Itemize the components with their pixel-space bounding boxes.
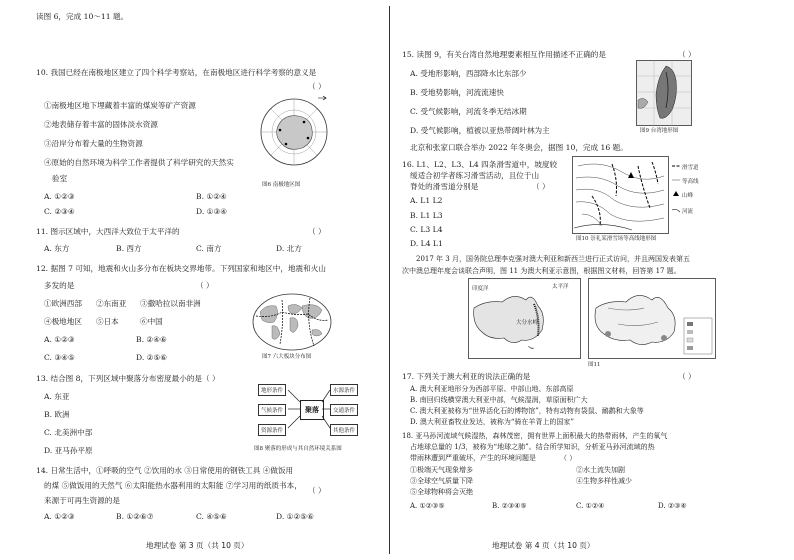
q17-option-c: C. 澳大利亚被称为“世界活化石的博物馆”，特有动物有袋鼠、鸸鹋和大象等 [410,407,644,415]
q18-item: ④生物多样性减少 [576,477,632,485]
q16-line: 缓适合初学者练习滑雪活动，且位于山 [410,171,540,180]
legend-label: 山峰 [682,193,694,199]
q13-option-c: C. 北美洲中部 [44,428,93,437]
q11-option-d: D. 北方 [276,244,302,253]
q10-item: ③沿岸分布着大量的生物资源 [44,139,143,148]
intro-q17-cont: 次中澳总理年度会谈联合声明，图 11 为澳大利亚示意图，根据图文材料，回答第 17 题。 [402,267,681,275]
intro-q17: 2017 年 3 月，国务院总理李克强对澳大利亚和新西兰进行正式访问，并且两国发表第五 [416,255,690,263]
q15-paren: （ ） [678,50,696,59]
page-divider [389,6,390,554]
q14-option-c: C. ④⑤⑥ [196,512,227,521]
intro-text: 读图 6，完成 10～11 题。 [36,12,129,21]
q10-item: ④原始的自然环境为科学工作者提供了科学研究的天然实 [44,158,234,167]
q17-paren: （ ） [678,372,696,381]
q15-option-a: A. 受地形影响，西部降水比东部少 [410,69,527,78]
q14-option-a: A. ①②③ [44,512,75,521]
q18-paren: （ ） [560,454,577,462]
taiwan-figure [636,60,692,134]
q12-item: ②东南亚 [96,299,127,308]
q15-option-d: D. 受气候影响，植被以亚热带阔叶林为主 [410,126,550,135]
figure-7-caption: 图7 六大板块分布图 [262,354,312,360]
q17-option-d: D. 澳大利亚畜牧业发达，被称为“骑在羊背上的国家” [410,418,574,426]
map-label-divide: 大分水岭 [516,320,539,326]
taiwan-map-image [636,60,692,126]
q12-item: ①欧洲西部 [44,299,82,308]
q11-paren: （ ） [308,227,326,236]
q10-option-c: C. ②③④ [44,207,75,216]
q12-option-d: D. ②⑤⑥ [136,353,168,362]
q12-stem: 12. 据图 7 可知，地震和火山多分布在板块交界地带。下列国家和地区中，地震和火山 [36,264,326,273]
map-label-indian-ocean: 印度洋 [472,286,489,292]
q14-line: 的煤 ⑤做饭用的天然气 ⑥太阳能热水器利用的太阳能 ⑦学习用的纸质书本， [44,481,302,490]
legend-label: 等高线 [682,179,699,185]
q18-line: 占地球总量的 1/3，被称为“地球之肺”。结合所学知识，分析亚马孙河流域的热 [410,443,655,451]
legend-label: 滑雪道 [682,165,699,171]
q10-option-b: B. ①②④ [196,192,227,201]
q12-option-c: C. ③④⑤ [44,353,75,362]
q11-option-a: A. 东方 [44,244,70,253]
q15-stem: 15. 读图 9，有关台湾自然地理要素相互作用描述不正确的是 [402,50,606,59]
q16-paren: （ ） [532,182,550,191]
q15-option-c: C. 受气候影响，河流冬季无结冰期 [410,107,527,116]
q18-line: 带雨林遭到严重破坏，产生的环境问题是 [410,454,536,462]
q16-option-a: A. L1 L2 [410,196,443,205]
q14-line: 14. 日常生活中，①呼吸的空气 ②饮用的水 ③日常使用的钢铁工具 ④做饭用 [36,466,294,475]
factor-box: 资源条件 [258,424,286,436]
q11-option-c: C. 南方 [196,244,222,253]
antarctica-map-image [256,90,332,180]
q12-stem-cont: 多发的是 [44,281,75,290]
settlement-arrows [256,380,366,440]
q18-item: ①极端天气现象增多 [410,466,473,474]
q12-item: ④极地地区 [44,317,82,326]
q13-option-d: D. 亚马孙平原 [44,446,93,455]
q10-item: ①南极地区地下埋藏着丰富的煤炭等矿产资源 [44,101,196,110]
figure-9-caption: 图9 台湾地形图 [640,128,679,134]
legend-label: 河流 [682,209,694,215]
factor-box: 其他条件 [330,424,358,436]
intro-q16: 北京和张家口联合举办 2022 年冬奥会，据图 10，完成 16 题。 [410,143,628,152]
figure-8-caption: 图8 聚落的形成与其自然环境关系图 [254,446,342,452]
q18-option-d: D. ②③④ [658,502,687,510]
australia-figure [468,278,716,368]
page-3-footer: 地理试卷 第 3 页（共 10 页） [146,541,249,550]
settlement-diagram [256,380,366,456]
q13-stem: 13. 结合图 8，下列区域中聚落分布密度最小的是（ ） [36,374,220,383]
page-3 [0,0,384,560]
q18-item: ③全球空气质量下降 [410,477,473,485]
q16-line: 16. L1、L2、L3、L4 四条滑雪道中，坡度较 [402,160,558,169]
page-4 [396,0,794,560]
q18-option-a: A. ①②③⑤ [410,502,445,510]
settlement-center-box: 聚落 [300,400,324,420]
q14-line: 来源于可再生资源的是 [44,496,120,505]
q10-option-a: A. ①②③ [44,192,75,201]
factor-box: 水源条件 [330,384,358,396]
q13-option-a: A. 东亚 [44,392,70,401]
q12-item: ⑥中国 [140,317,163,326]
q16-option-d: D. L4 L1 [410,239,443,248]
q14-option-b: B. ①②⑥⑦ [116,512,154,521]
plates-figure [252,292,332,360]
q14-paren: （ ） [308,486,326,495]
q13-option-b: B. 欧洲 [44,410,70,419]
q12-item: ⑤日本 [96,317,119,326]
q12-option-b: B. ②④⑥ [136,335,167,344]
figure-6-caption: 图6 南极地区图 [262,182,301,188]
ski-contour-figure [572,156,699,242]
contour-map-image [572,156,696,234]
q17-option-a: A. 澳大利亚地形分为西部平原、中部山地、东部高原 [410,385,574,393]
q18-item: ②水土流失加剧 [576,466,625,474]
q14-option-d: D. ①②⑤⑥ [276,512,314,521]
q10-item: 验室 [52,174,68,183]
q16-line: 脊处的滑雪道分别是 [410,182,479,191]
page-4-footer: 地理试卷 第 4 页（共 10 页） [492,541,595,550]
antarctica-figure [256,90,332,188]
q18-item: ⑤全球物种将会灭绝 [410,488,473,496]
world-plates-map-image [252,292,332,352]
factor-box: 气候条件 [258,404,286,416]
map-label-pacific: 太平洋 [552,284,569,290]
q17-option-b: B. 南回归线横穿澳大利亚中部，气候湿润，草原面积广大 [410,396,588,404]
q17-stem: 17. 下列关于澳大利亚的说法正确的是 [402,372,531,381]
q16-option-c: C. L3 L4 [410,225,443,234]
q15-option-b: B. 受地势影响，河流流速快 [410,88,504,97]
q18-line: 18. 亚马孙河流域气候湿热，森林茂密，拥有世界上面积最大的热带雨林，产生的氧气 [402,432,668,440]
q18-option-b: B. ②③④⑤ [492,502,527,510]
q12-paren: （ ） [196,281,214,290]
q10-stem: 10. 我国已经在南极地区建立了四个科学考察站，在南极地区进行科学考察的意义是 [36,68,317,77]
australia-maps-image [468,278,716,360]
q12-item: ③撒哈拉以南非洲 [140,299,201,308]
q11-stem: 11. 图示区域中，大西洋大致位于太平洋的 [36,227,180,236]
factor-box: 交通条件 [330,404,358,416]
q10-option-d: D. ①③④ [196,207,228,216]
q12-option-a: A. ①②③ [44,335,75,344]
q10-item: ②地表储存着丰富的固体淡水资源 [44,120,158,129]
figure-10-caption: 图10 崇礼某滑雪场等高线地形图 [576,236,657,242]
q16-option-b: B. L1 L3 [410,211,443,220]
q10-paren: （ ） [308,82,326,91]
figure-11-caption: 图11 [588,362,601,368]
q18-option-c: C. ①②④ [576,502,605,510]
q11-option-b: B. 西方 [116,244,142,253]
factor-box: 地形条件 [258,384,286,396]
